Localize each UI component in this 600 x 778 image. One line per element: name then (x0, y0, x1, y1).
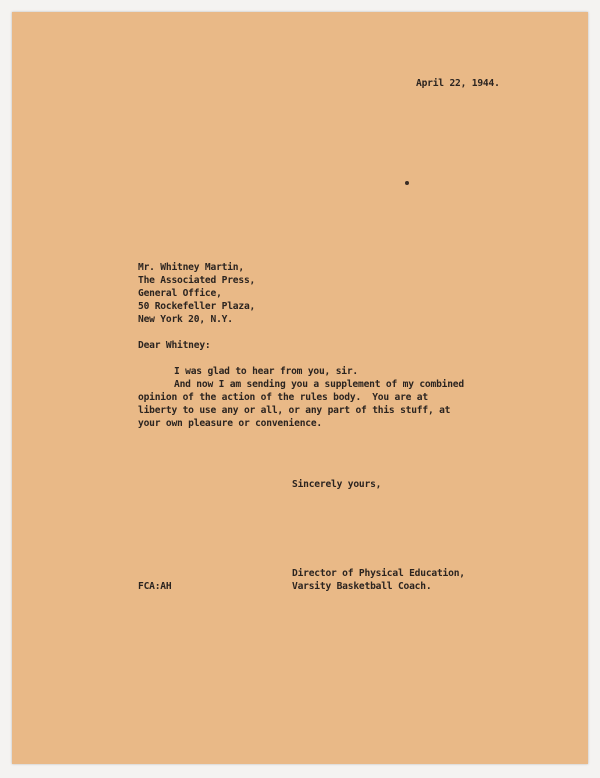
paragraph-line: And now I am sending you a supplement of my combined (174, 379, 464, 390)
salutation: Dear Whitney: (138, 340, 211, 351)
letter-date: April 22, 1944. (416, 78, 500, 89)
closing: Sincerely yours, (292, 479, 382, 490)
signature-line: Director of Physical Education, (292, 568, 465, 579)
paragraph-line: your own pleasure or convenience. (138, 418, 323, 429)
recipient-line: Mr. Whitney Martin, (138, 262, 244, 273)
recipient-line: 50 Rockefeller Plaza, (138, 301, 256, 312)
paper-speck (405, 181, 409, 185)
signature-line: Varsity Basketball Coach. (292, 581, 432, 592)
paragraph-line: liberty to use any or all, or any part of this stuff, at (138, 405, 451, 416)
recipient-line: General Office, (138, 288, 222, 299)
letter-page (12, 12, 588, 764)
paragraph-line: opinion of the action of the rules body. You are at (138, 392, 428, 403)
recipient-line: The Associated Press, (138, 275, 256, 286)
recipient-line: New York 20, N.Y. (138, 314, 233, 325)
paragraph-1: I was glad to hear from you, sir. (174, 366, 359, 377)
typist-initials: FCA:AH (138, 581, 172, 592)
